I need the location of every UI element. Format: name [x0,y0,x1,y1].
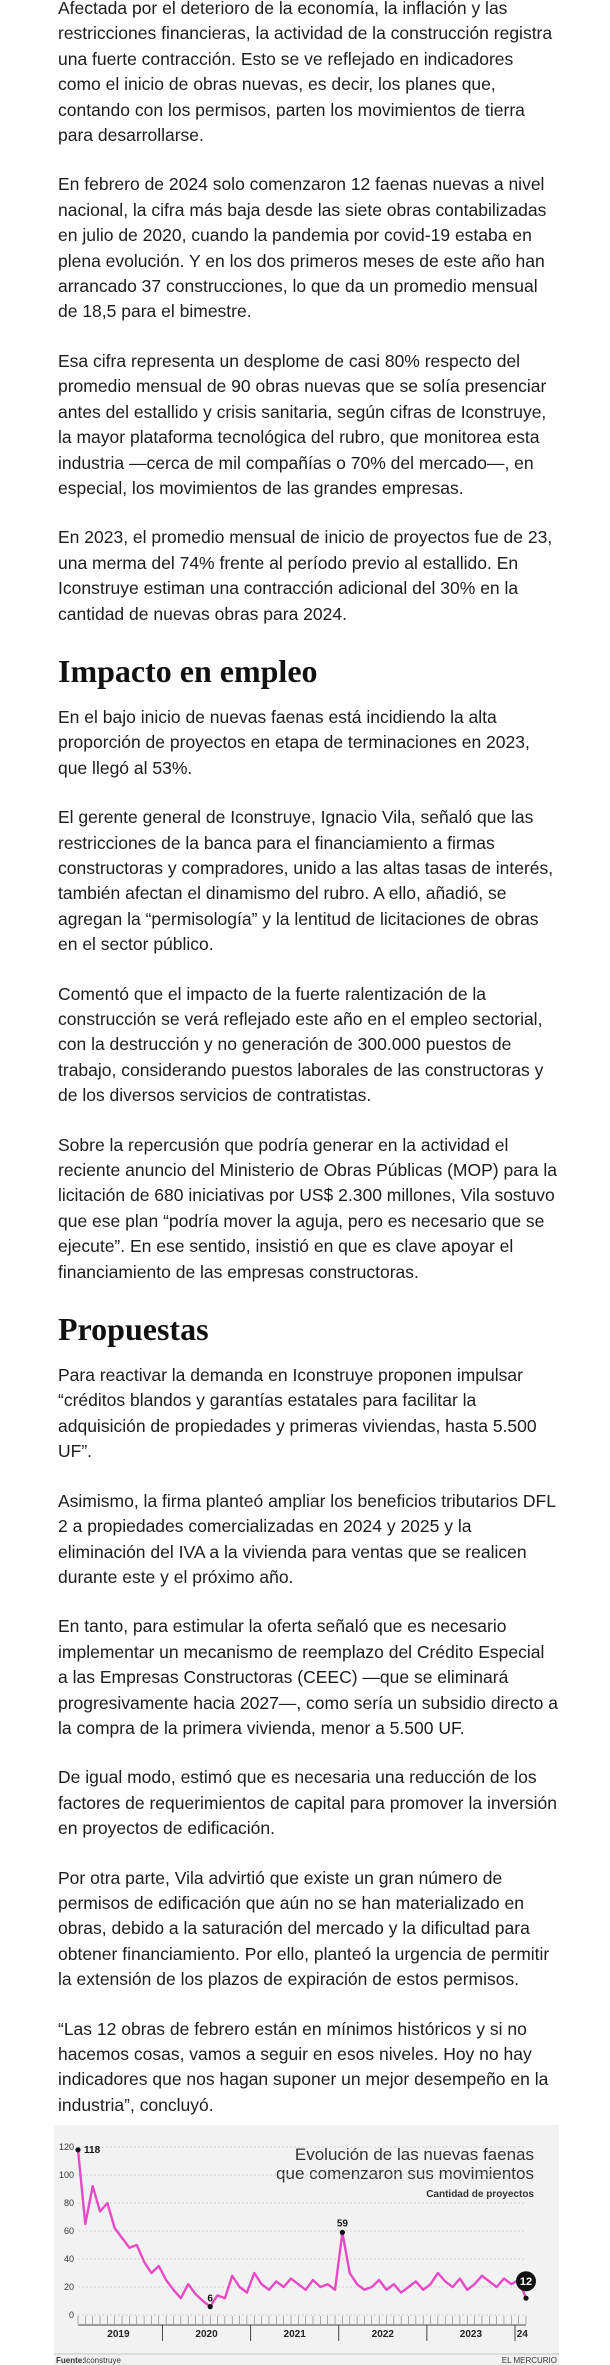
paragraph: El gerente general de Iconstruye, Ignacio Vila, señaló que las restricciones de la banca para el financiamiento a firmas constructoras y compradores, unido a las altas tasas de interés, también afectan el dinamismo del rubro. A ello, añadió, se agregan la “permisología” y la lentitud de licitaciones de obras en el sector público. [58,807,554,955]
chart-credit: EL MERCURIO [501,2356,557,2365]
data-point [208,2304,213,2309]
paragraph: “Las 12 obras de febrero están en mínimos históricos y si no hacemos cosas, vamos a seguir en esos niveles. Hoy no hay indicadores que nos hagan suponer un mejor desempeño en la industria”, concluyó. [58,2018,549,2115]
data-point [340,2230,345,2235]
data-label: 12 [519,2276,533,2289]
article-section-intro [58,0,558,627]
paragraph: De igual modo, estimó que es necesaria una reducción de los factores de requerimientos de capital para promover la inversión en proyectos de edificación. [58,1767,558,1839]
paragraph: En febrero de 2024 solo comenzaron 12 faenas nuevas a nivel nacional, la cifra más baja desde las siete obras contabilizadas en julio de 2020, cuando la pandemia por covid-19 estaba en plena evolución. Y en los dos primeros meses de este año han arrancado 37 construcciones, lo que da un promedio mensual de 18,5 para el bimestre. [58,174,547,322]
y-tick-label: 20 [63,2282,74,2292]
data-label: 118 [84,2144,101,2156]
data-label: 6 [207,2293,213,2305]
chart-figure [54,2125,559,2365]
paragraph: Asimismo, la firma planteó ampliar los beneficios tributarios DFL 2 a propiedades comercializadas en 2024 y 2025 y la eliminación del IVA a la vivienda para ventas que se realicen durante este y el próximo año. [58,1490,556,1587]
paragraph: Esa cifra representa un desplome de casi 80% respecto del promedio mensual de 90 obras nuevas que se solía presenciar antes del estallido y crisis sanitaria, según cifras de Iconstruye, la mayor plataforma tecnológica del rubro, que monitorea esta industria —cerca de mil compañías o 70% del mercado—, en especial, los movimientos de las grandes empresas. [58,350,547,498]
x-year-label: 2023 [459,2329,483,2340]
data-point [75,2147,80,2152]
x-year-label: 2021 [283,2329,306,2340]
chart-title-line: Evolución de las nuevas faenas [294,2145,534,2164]
chart-title-line: que comenzaron sus movimientos [276,2164,534,2183]
paragraph: En el bajo inicio de nuevas faenas está incidiendo la alta proporción de proyectos en etapa de terminaciones en 2023, que llegó al 53%. [58,706,530,778]
article-section-empleo [58,705,558,1285]
x-year-label: 24 [516,2329,528,2340]
line-chart [54,2125,559,2365]
section-heading-empleo: Impacto en empleo [58,652,318,689]
section-heading-propuestas: Propuestas [58,1311,209,1348]
data-point [523,2296,528,2301]
paragraph: Comentó que el impacto de la fuerte ralentización de la construcción se verá reflejado este año en el empleo sectorial, con la destrucción y no generación de 300.000 puestos de trabajo, considerando puestos laborales de las constructoras y de los diversos servicios de contratistas. [58,983,544,1106]
paragraph: Afectada por el deterioro de la economía, la inflación y las restricciones financieras, la actividad de la construcción registra una fuerte contracción. Esto se ve reflejado en indicadores como el inicio de obras nuevas, es decir, los planes que, contando con los permisos, parten los movimientos de tierra para desarrollarse. [58,0,553,146]
x-year-label: 2022 [371,2329,394,2340]
chart-subtitle: Cantidad de proyectos [426,2189,534,2200]
source-name: Iconstruye [84,2356,121,2365]
data-label: 59 [336,2218,348,2230]
paragraph: Por otra parte, Vila advirtió que existe un gran número de permisos de edificación que aún no se han materializado en obras, debido a la saturación del mercado y la dificultad para obtener financiamiento. Por ello, planteó la urgencia de permitir la extensión de los plazos de expiración de estos permisos. [58,1867,550,1990]
source-label: Fuente: [56,2356,85,2365]
y-tick-label: 120 [58,2142,74,2152]
article-section-propuestas [58,1363,558,2118]
x-year-label: 2020 [195,2329,218,2340]
paragraph: Sobre la repercusión que podría generar en la actividad el reciente anuncio del Ministerio de Obras Públicas (MOP) para la licitación de 680 iniciativas por US$ 2.300 millones, Vila sostuvo que ese plan “podría mover la aguja, pero es necesario que se ejecute”. En ese sentido, insistió en que es clave apoyar el financiamiento de las empresas constructoras. [58,1134,557,1282]
y-tick-label: 80 [63,2198,74,2208]
x-year-label: 2019 [107,2329,130,2340]
paragraph: Para reactivar la demanda en Iconstruye proponen impulsar “créditos blandos y garantías estatales para facilitar la adquisición de propiedades y primeras viviendas, hasta 5.500 UF”. [58,1365,537,1462]
y-tick-label: 60 [63,2226,74,2236]
paragraph: En 2023, el promedio mensual de inicio de proyectos fue de 23, una merma del 74% frente al período previo al estallido. En Iconstruye estiman una contracción adicional del 30% en la cantidad de nuevas obras para 2024. [58,527,553,624]
paragraph: En tanto, para estimular la oferta señaló que es necesario implementar un mecanismo de reemplazo del Crédito Especial a las Empresas Constructoras (CEEC) —que se eliminará progresivamente hacia 2027—, como sería un subsidio directo a la compra de la primera vivienda, menor a 5.500 UF. [58,1616,558,1738]
y-tick-label: 100 [58,2170,74,2180]
y-tick-label: 0 [68,2310,74,2320]
y-tick-label: 40 [63,2254,74,2264]
article-body [58,0,558,2142]
